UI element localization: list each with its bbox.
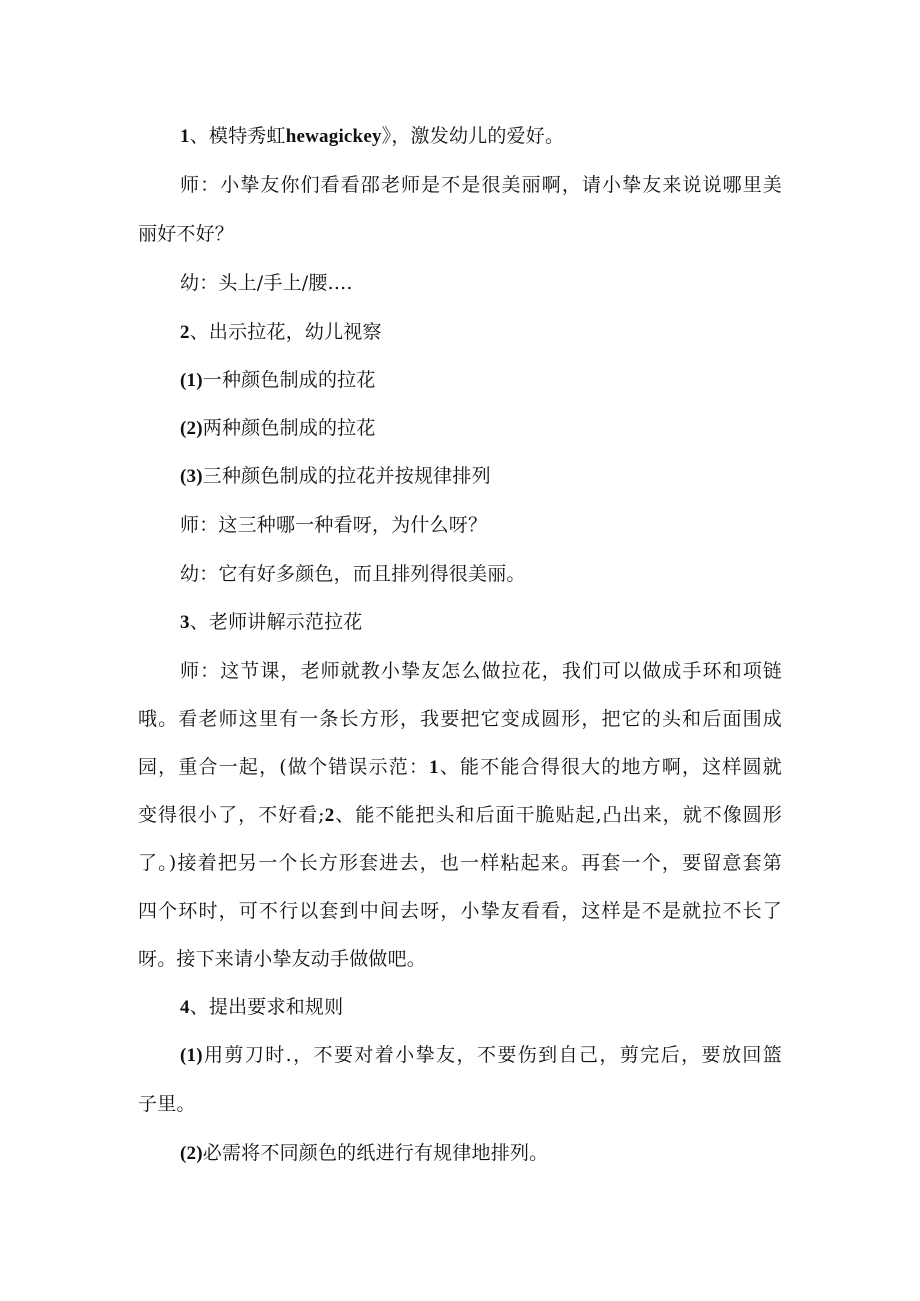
list-item: (2)必需将不同颜色的纸进行有规律地排列。 bbox=[180, 1142, 549, 1164]
paragraph-line: 师：小挚友你们看看邵老师是不是很美丽啊，请小挚友来说说哪里美 bbox=[180, 174, 782, 196]
heading-3: 3、老师讲解示范拉花 bbox=[180, 611, 363, 633]
heading-1: 1、模特秀虹hewagickey》，激发幼儿的爱好。 bbox=[180, 125, 565, 147]
paragraph-line: 呀。接下来请小挚友动手做做吧。 bbox=[138, 948, 427, 970]
paragraph-line: 幼：它有好多颜色，而且排列得很美丽。 bbox=[180, 563, 526, 585]
list-item: (3)三种颜色制成的拉花并按规律排列 bbox=[180, 465, 491, 487]
list-item: (1)用剪刀时.，不要对着小挚友，不要伤到自己，剪完后，要放回篮 bbox=[180, 1044, 782, 1066]
paragraph-line: 师：这三种哪一种看呀，为什么呀？ bbox=[180, 514, 488, 536]
paragraph-line: 师：这节课，老师就教小挚友怎么做拉花，我们可以做成手环和项链 bbox=[180, 660, 782, 682]
paragraph-line: 变得很小了，不好看;2、能不能把头和后面干脆贴起,凸出来，就不像圆形 bbox=[138, 804, 782, 826]
paragraph-line: 丽好不好？ bbox=[138, 223, 235, 245]
paragraph-line: 四个环时，可不行以套到中间去呀，小挚友看看，这样是不是就拉不长了 bbox=[138, 900, 782, 922]
paragraph-line: 子里。 bbox=[138, 1093, 196, 1115]
paragraph-line: 了。)接着把另一个长方形套进去，也一样粘起来。再套一个，要留意套第 bbox=[138, 852, 782, 874]
heading-4: 4、提出要求和规则 bbox=[180, 996, 344, 1018]
heading-2: 2、出示拉花，幼儿视察 bbox=[180, 321, 382, 343]
paragraph-line: 幼：头上/手上/腰.... bbox=[180, 272, 353, 294]
paragraph-line: 哦。看老师这里有一条长方形，我要把它变成圆形，把它的头和后面围成 bbox=[138, 708, 782, 730]
paragraph-line: 园，重合一起，(做个错误示范：1、能不能合得很大的地方啊，这样圆就 bbox=[138, 756, 782, 778]
list-item: (1)一种颜色制成的拉花 bbox=[180, 369, 376, 391]
list-item: (2)两种颜色制成的拉花 bbox=[180, 417, 376, 439]
